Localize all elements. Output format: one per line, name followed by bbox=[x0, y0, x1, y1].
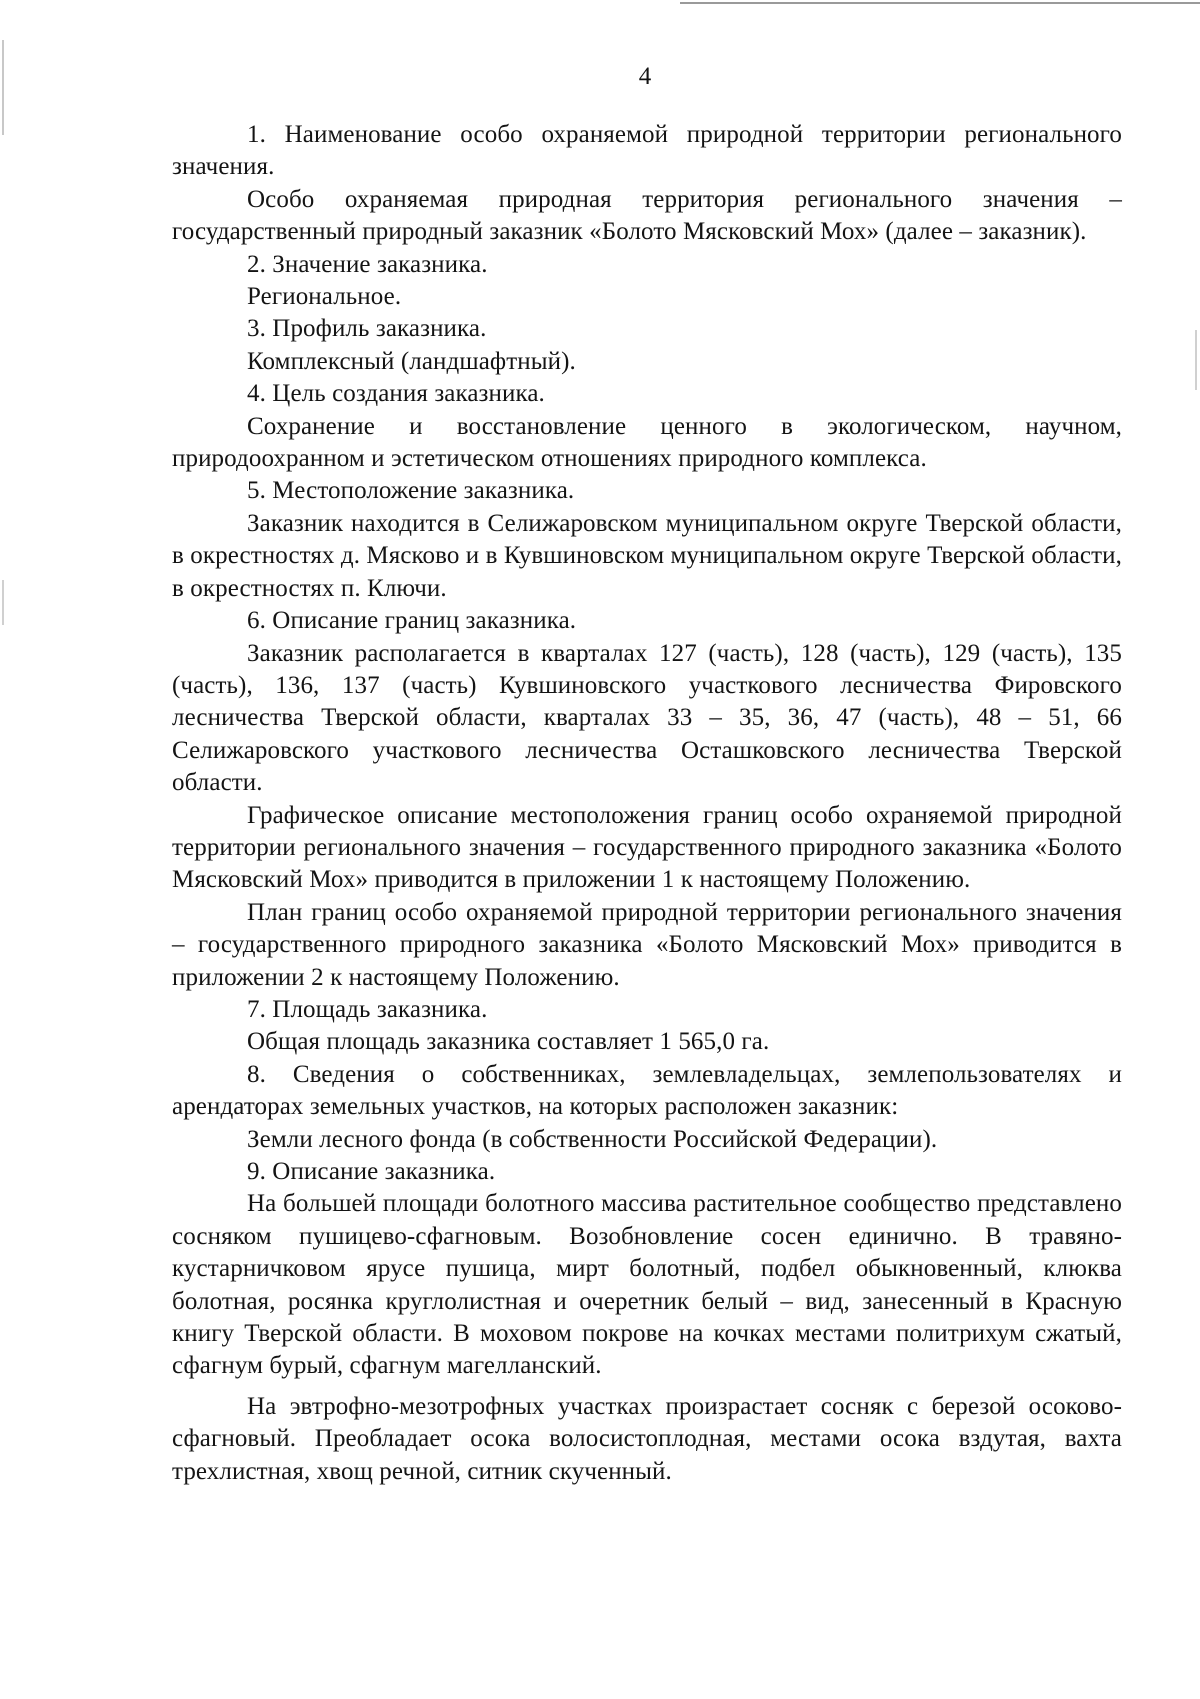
section-5-heading: 5. Местоположение заказника. bbox=[247, 477, 575, 505]
section-6-text-quarters: Заказник располагается в кварталах 127 (часть), 128 (часть), 129 (часть), 135 (часть), 136, 137 (часть) Кувшиновского участкового лесничества Фировского лесничества Тверской области, кварталах 33 – 35, 36, 47 (часть), 48 – 51, 66 Селижаровского участкового лесничества Осташковского лесничества Тверской области. bbox=[172, 639, 1122, 797]
section-4-heading: 4. Цель создания заказника. bbox=[247, 380, 545, 408]
section-6-text-boundary-plan: План границ особо охраняемой природной территории регионального значения – государственного природного заказника «Болото Мясковский Мох» приводится в приложении 2 к настоящему Положению. bbox=[172, 898, 1122, 991]
section-7-heading: 7. Площадь заказника. bbox=[247, 995, 488, 1023]
section-9-heading: 9. Описание заказника. bbox=[247, 1158, 496, 1185]
section-5-text: Заказник находится в Селижаровском муниципальном округе Тверской области, в окрестностях д. Мясково и в Кувшиновском муниципальном округе Тверской области, в окрестностях п. Ключи. bbox=[172, 509, 1122, 602]
section-3-heading: 3. Профиль заказника. bbox=[247, 315, 487, 343]
section-9-text-vegetation: На большей площади болотного массива растительное сообщество представлено сосняком пушицево-сфагновым. Возобновление сосен единично. В травяно-кустарничковом ярусе пушица, мирт болотный, подбел обыкновенный, клюква болотная, росянка круглолистная и очеретник белый – вид, занесенный в Красную книгу Тверской области. В моховом покрове на кочках местами политрихум сжатый, сфагнум бурый, сфагнум магелланский. bbox=[172, 1190, 1122, 1380]
section-9-text-eutrophic: На эвтрофно-мезотрофных участках произрастает сосняк с березой осоково-сфагновый. Преобладает осока волосистоплодная, местами осока вздутая, вахта трехлистная, хвощ речной, ситник скученный. bbox=[172, 1392, 1122, 1485]
section-8-text: Земли лесного фонда (в собственности Российской Федерации). bbox=[247, 1125, 938, 1153]
section-3-text: Комплексный (ландшафтный). bbox=[247, 347, 576, 375]
scan-edge-line-right bbox=[1195, 330, 1197, 390]
section-2-text: Региональное. bbox=[247, 283, 402, 311]
section-7-text: Общая площадь заказника составляет 1 565,0 га. bbox=[247, 1028, 770, 1056]
section-4-text: Сохранение и восстановление ценного в экологическом, научном, природоохранном и эстетическом отношениях природного комплекса. bbox=[172, 412, 1122, 473]
scan-edge-line-top bbox=[680, 2, 1200, 4]
section-1-heading: 1. Наименование особо охраняемой природной территории регионального значения. bbox=[172, 121, 1122, 181]
section-1-text: Особо охраняемая природная территория регионального значения – государственный природный заказник «Болото Мясковский Мох» (далее – заказник). bbox=[172, 185, 1122, 246]
document-body bbox=[172, 119, 1122, 1488]
section-6-heading: 6. Описание границ заказника. bbox=[247, 607, 577, 635]
section-8-heading: 8. Сведения о собственниках, землевладельцах, землепользователях и арендаторах земельных участков, на которых расположен заказник: bbox=[172, 1060, 1122, 1121]
section-2-heading: 2. Значение заказника. bbox=[247, 250, 488, 278]
scan-edge-line-left-lower bbox=[2, 580, 4, 625]
section-6-text-graphic-description: Графическое описание местоположения границ особо охраняемой природной территории регионального значения – государственного природного заказника «Болото Мясковский Мох» приводится в приложении 1 к настоящему Положению. bbox=[172, 801, 1122, 894]
page-number: 4 bbox=[638, 63, 652, 90]
